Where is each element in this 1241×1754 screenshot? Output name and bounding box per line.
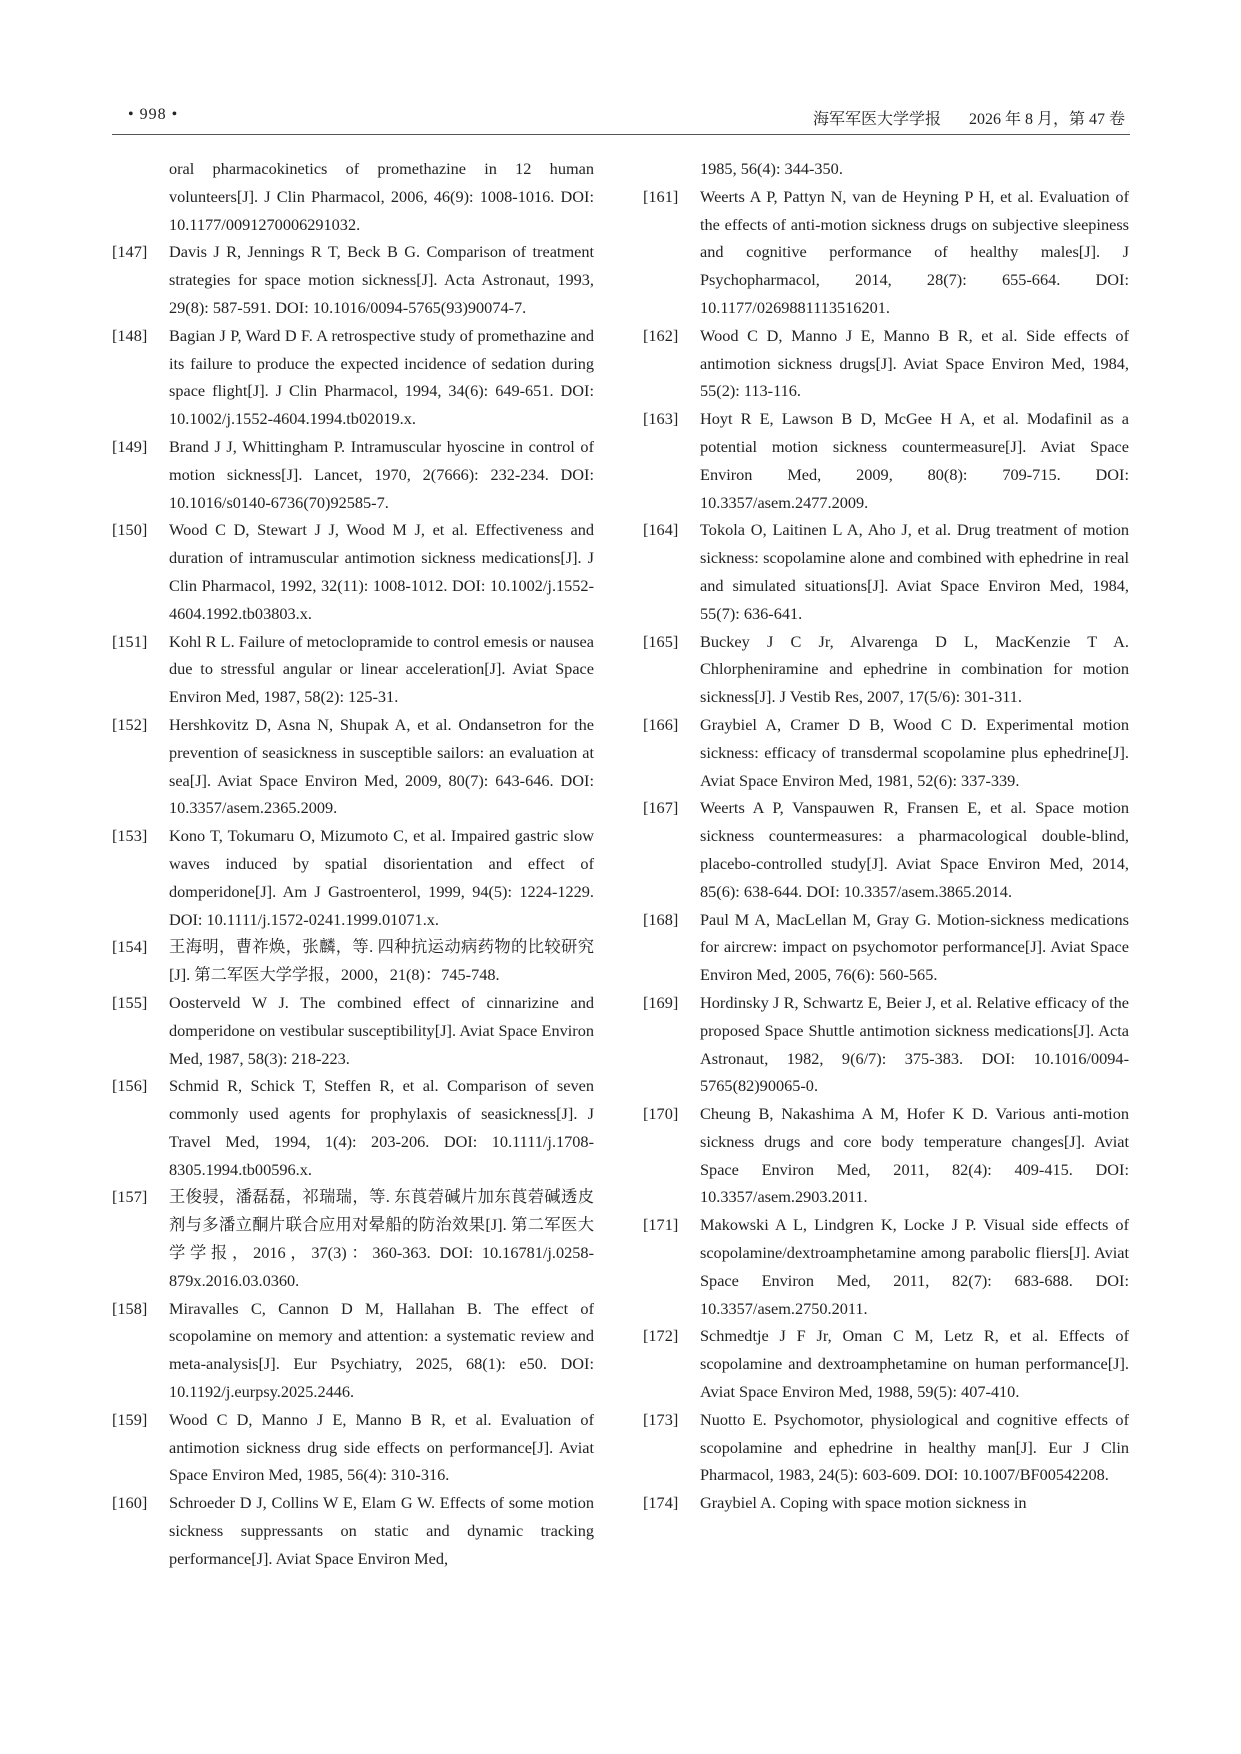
journal-name: 海军军医大学学报	[812, 111, 941, 128]
reference-text: Graybiel A, Cramer D B, Wood C D. Experimental motion sickness: efficacy of transdermal scopolamine plus ephedrine[J]. Aviat Space Environ Med, 1981, 52(6): 337-339.	[700, 714, 1129, 790]
reference-entry	[112, 433, 594, 516]
reference-number: [162]	[643, 325, 679, 345]
reference-text: Wood C D, Manno J E, Manno B R, et al. Evaluation of antimotion sickness drug side effects on performance[J]. Aviat Space Environ Med, 1985, 56(4): 310-316.	[169, 1409, 594, 1485]
reference-text: Davis J R, Jennings R T, Beck B G. Comparison of treatment strategies for space motion sickness[J]. Acta Astronaut, 1993, 29(8): 587-591. DOI: 10.1016/0094-5765(93)90074-7.	[169, 242, 594, 317]
reference-number: [150]	[112, 520, 148, 540]
reference-text: Weerts A P, Vanspauwen R, Fransen E, et al. Space motion sickness countermeasures: a pharmacological double-blind, placebo-controlled study[J]. Aviat Space Environ Med, 2014, 85(6): 638-644. DOI: 10.3357/asem.3865.2014.	[700, 798, 1129, 901]
reference-text: 1985, 56(4): 344-350.	[700, 159, 843, 178]
reference-text: Hordinsky J R, Schwartz E, Beier J, et al. Relative efficacy of the proposed Space Shuttle antimotion sickness medications[J]. Acta Astronaut, 1982, 9(6/7): 375-383. DOI: 10.1016/0094-5765(82)90065-0.	[700, 992, 1129, 1096]
reference-text: Hoyt R E, Lawson B D, McGee H A, et al. Modafinil as a potential motion sickness countermeasure[J]. Aviat Space Environ Med, 2009, 80(8): 709-715. DOI: 10.3357/asem.2477.2009.	[700, 409, 1129, 512]
journal-info	[813, 106, 1125, 129]
reference-column-left	[112, 155, 594, 1573]
reference-number: [152]	[112, 714, 148, 734]
reference-entry	[112, 822, 594, 933]
reference-text: Makowski A L, Lindgren K, Locke J P. Visual side effects of scopolamine/dextroamphetamine among parabolic fliers[J]. Aviat Space Environ Med, 2011, 82(7): 683-688. DOI: 10.3357/asem.2750.2011.	[700, 1215, 1129, 1318]
reference-text: Bagian J P, Ward D F. A retrospective study of promethazine and its failure to produce the expected incidence of sedation during space flight[J]. J Clin Pharmacol, 1994, 34(6): 649-651. DOI: 10.1002/j.1552-4604.1994.tb02019.x.	[169, 325, 594, 429]
reference-number: [172]	[643, 1326, 679, 1346]
reference-text: oral pharmacokinetics of promethazine in 12 human volunteers[J]. J Clin Pharmacol, 2006, 46(9): 1008-1016. DOI: 10.1177/0091270006291032.	[169, 159, 594, 234]
reference-number: [157]	[112, 1187, 148, 1207]
reference-number: [161]	[643, 186, 679, 206]
reference-entry	[643, 405, 1129, 516]
reference-number: [151]	[112, 631, 148, 651]
reference-entry	[112, 516, 594, 627]
reference-text: Weerts A P, Pattyn N, van de Heyning P H, et al. Evaluation of the effects of anti-motion sickness drugs on subjective sleepiness and cognitive performance of healthy males[J]. J Psychopharmacol, 2014, 28(7): 655-664. DOI: 10.1177/0269881113516201.	[700, 186, 1129, 317]
reference-number: [171]	[643, 1215, 679, 1235]
reference-number: [169]	[643, 992, 679, 1012]
reference-entry	[112, 1489, 594, 1572]
reference-text: Oosterveld W J. The combined effect of cinnarizine and domperidone on vestibular susceptibility[J]. Aviat Space Environ Med, 1987, 58(3): 218-223.	[169, 992, 594, 1068]
reference-text: Miravalles C, Cannon D M, Hallahan B. The effect of scopolamine on memory and attention: a systematic review and meta-analysis[J]. Eur Psychiatry, 2025, 68(1): e50. DOI: 10.1192/j.eurpsy.2025.2446.	[169, 1298, 594, 1402]
reference-number: [154]	[112, 937, 148, 957]
reference-entry	[112, 711, 594, 822]
reference-column-right	[643, 155, 1129, 1517]
reference-entry	[643, 906, 1129, 989]
reference-text: Cheung B, Nakashima A M, Hofer K D. Various anti-motion sickness drugs and core body temperature changes[J]. Aviat Space Environ Med, 2011, 82(4): 409-415. DOI: 10.3357/asem.2903.2011.	[700, 1104, 1129, 1207]
reference-text: Kono T, Tokumaru O, Mizumoto C, et al. Impaired gastric slow waves induced by spatial disorientation and effect of domperidone[J]. Am J Gastroenterol, 1999, 94(5): 1224-1229. DOI: 10.1111/j.1572-0241.1999.01071.x.	[169, 826, 594, 929]
reference-number: [149]	[112, 436, 148, 456]
reference-entry	[112, 238, 594, 321]
reference-text: Schmid R, Schick T, Steffen R, et al. Comparison of seven commonly used agents for prophylaxis of seasickness[J]. J Travel Med, 1994, 1(4): 203-206. DOI: 10.1111/j.1708-8305.1994.tb00596.x.	[169, 1076, 594, 1179]
reference-text: Kohl R L. Failure of metoclopramide to control emesis or nausea due to stressful angular or linear acceleration[J]. Aviat Space Environ Med, 1987, 58(2): 125-31.	[169, 631, 594, 707]
reference-number: [168]	[643, 909, 679, 929]
reference-text: 王俊骎，潘磊磊，祁瑞瑞，等. 东莨菪碱片加东莨菪碱透皮剂与多潘立酮片联合应用对晕船的防治效果[J]. 第二军医大学学报，2016，37(3)：360-363. DOI: 10.16781/j.0258-879x.2016.03.0360.	[169, 1187, 594, 1290]
running-header	[112, 100, 1129, 130]
reference-entry	[643, 322, 1129, 405]
reference-number: [155]	[112, 992, 148, 1012]
reference-number: [156]	[112, 1076, 148, 1096]
reference-number: [170]	[643, 1104, 679, 1124]
reference-entry	[643, 989, 1129, 1100]
reference-number: [160]	[112, 1493, 148, 1513]
reference-entry	[643, 628, 1129, 711]
reference-number: [163]	[643, 409, 679, 429]
reference-entry	[643, 1211, 1129, 1322]
reference-entry	[112, 933, 594, 989]
header-rule	[112, 134, 1130, 135]
reference-text: Paul M A, MacLellan M, Gray G. Motion-sickness medications for aircrew: impact on psychomotor performance[J]. Aviat Space Environ Med, 2005, 76(6): 560-565.	[700, 909, 1129, 985]
reference-entry	[643, 1100, 1129, 1211]
reference-number: [174]	[643, 1493, 679, 1513]
reference-text: Wood C D, Stewart J J, Wood M J, et al. Effectiveness and duration of intramuscular antimotion sickness medications[J]. J Clin Pharmacol, 1992, 32(11): 1008-1012. DOI: 10.1002/j.1552-4604.1992.tb03803.x.	[169, 520, 594, 623]
reference-text: Brand J J, Whittingham P. Intramuscular hyoscine in control of motion sickness[J]. Lancet, 1970, 2(7666): 232-234. DOI: 10.1016/s0140-6736(70)92585-7.	[169, 436, 594, 512]
reference-entry	[643, 794, 1129, 905]
reference-number: [159]	[112, 1409, 148, 1429]
reference-number: [165]	[643, 631, 679, 651]
reference-entry	[643, 1322, 1129, 1405]
reference-number: [167]	[643, 798, 679, 818]
reference-entry	[112, 989, 594, 1072]
reference-number: [164]	[643, 520, 679, 540]
reference-entry	[643, 1489, 1129, 1517]
reference-text: Hershkovitz D, Asna N, Shupak A, et al. Ondansetron for the prevention of seasickness in susceptible sailors: an evaluation at sea[J]. Aviat Space Environ Med, 2009, 80(7): 643-646. DOI: 10.3357/asem.2365.2009.	[169, 714, 594, 818]
reference-entry	[643, 183, 1129, 322]
reference-number: [147]	[112, 242, 148, 262]
reference-number: [173]	[643, 1409, 679, 1429]
reference-text: Schroeder D J, Collins W E, Elam G W. Effects of some motion sickness suppressants on static and dynamic tracking performance[J]. Aviat Space Environ Med,	[169, 1493, 594, 1568]
reference-number: [148]	[112, 325, 148, 345]
reference-entry	[112, 1295, 594, 1406]
reference-text: Tokola O, Laitinen L A, Aho J, et al. Drug treatment of motion sickness: scopolamine alone and combined with ephedrine in real and simulated situations[J]. Aviat Space Environ Med, 1984, 55(7): 636-641.	[700, 520, 1129, 623]
reference-text: Buckey J C Jr, Alvarenga D L, MacKenzie T A. Chlorpheniramine and ephedrine in combination for motion sickness[J]. J Vestib Res, 2007, 17(5/6): 301-311.	[700, 631, 1129, 707]
reference-entry	[643, 516, 1129, 627]
reference-text: Graybiel A. Coping with space motion sickness in	[700, 1493, 1027, 1513]
reference-entry	[112, 1406, 594, 1489]
reference-entry	[112, 322, 594, 433]
reference-number: [166]	[643, 714, 679, 734]
reference-entry	[643, 1406, 1129, 1489]
reference-text: Nuotto E. Psychomotor, physiological and cognitive effects of scopolamine and ephedrine in healthy man[J]. Eur J Clin Pharmacol, 1983, 24(5): 603-609. DOI: 10.1007/BF00542208.	[700, 1409, 1129, 1485]
reference-text: 王海明，曹祚焕，张麟，等. 四种抗运动病药物的比较研究[J]. 第二军医大学学报，2000，21(8)：745-748.	[169, 937, 594, 985]
reference-number: [158]	[112, 1298, 148, 1318]
issue-info: 2026 年 8 月，第 47 卷	[968, 111, 1125, 128]
reference-text: Schmedtje J F Jr, Oman C M, Letz R, et al. Effects of scopolamine and dextroamphetamine on human performance[J]. Aviat Space Environ Med, 1988, 59(5): 407-410.	[700, 1326, 1129, 1402]
page-number: • 998 •	[128, 106, 179, 123]
reference-text: Wood C D, Manno J E, Manno B R, et al. Side effects of antimotion sickness drugs[J]. Aviat Space Environ Med, 1984, 55(2): 113-116.	[700, 325, 1129, 401]
reference-continuation	[112, 155, 594, 238]
reference-entry	[112, 1183, 594, 1294]
reference-number: [153]	[112, 826, 148, 846]
reference-continuation	[643, 155, 1129, 183]
reference-entry	[112, 628, 594, 711]
reference-entry	[112, 1072, 594, 1183]
reference-entry	[643, 711, 1129, 794]
